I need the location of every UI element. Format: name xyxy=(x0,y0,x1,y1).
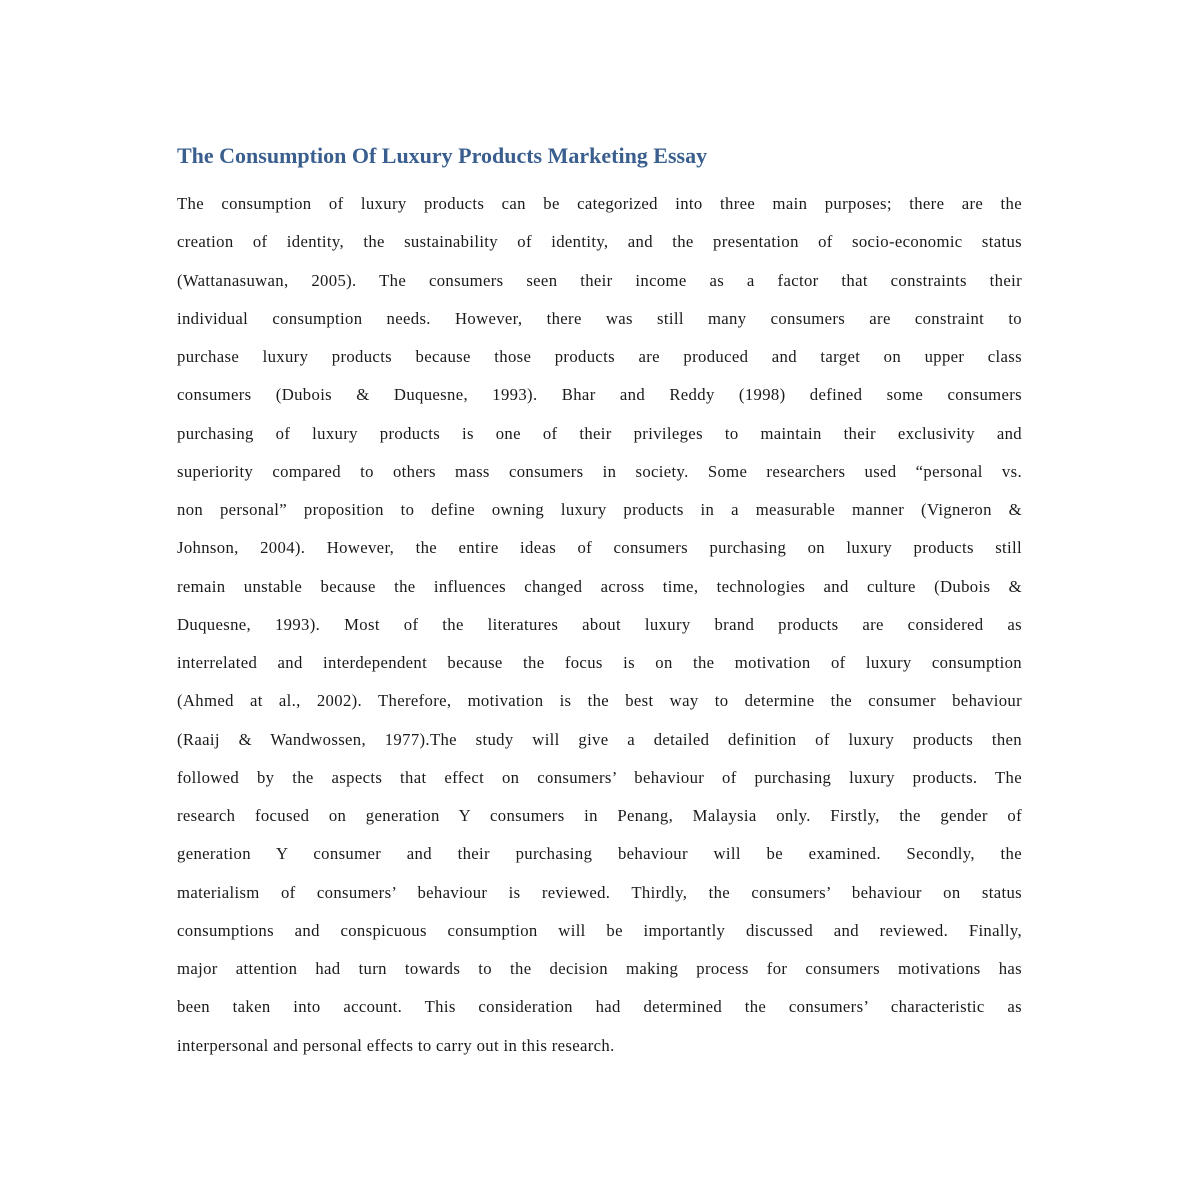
paragraph-line: consumptions and conspicuous consumption will be importantly discussed and reviewed. Finally, xyxy=(177,920,1022,940)
paragraph-line: Duquesne, 1993). Most of the literatures about luxury brand products are considered as xyxy=(177,614,1022,634)
paragraph-line: materialism of consumers’ behaviour is reviewed. Thirdly, the consumers’ behaviour on status xyxy=(177,882,1022,902)
paragraph-line: non personal” proposition to define owning luxury products in a measurable manner (Vigneron & xyxy=(177,500,1022,519)
paragraph-line: (Raaij & Wandwossen, 1977).The study will give a detailed definition of luxury products then xyxy=(177,729,1022,749)
paragraph-line: major attention had turn towards to the decision making process for consumers motivations has xyxy=(177,959,1022,978)
paragraph-line: remain unstable because the influences changed across time, technologies and culture (Dubois & xyxy=(177,576,1022,596)
paragraph-line: Johnson, 2004). However, the entire ideas of consumers purchasing on luxury products still xyxy=(177,538,1022,558)
paragraph-line: generation Y consumer and their purchasing behaviour will be examined. Secondly, the xyxy=(177,844,1022,864)
paragraph-line: (Ahmed at al., 2002). Therefore, motivation is the best way to determine the consumer behaviour xyxy=(177,691,1022,711)
paragraph-line: individual consumption needs. However, there was still many consumers are constraint to xyxy=(177,308,1022,328)
paragraph-line: interpersonal and personal effects to carry out in this research. xyxy=(177,1035,615,1055)
paragraph-line: consumers (Dubois & Duquesne, 1993). Bhar and Reddy (1998) defined some consumers xyxy=(177,385,1022,405)
paragraph-line: superiority compared to others mass consumers in society. Some researchers used “personal vs. xyxy=(177,461,1022,481)
paragraph-line: purchasing of luxury products is one of their privileges to maintain their exclusivity and xyxy=(177,423,1022,443)
paragraph-line: creation of identity, the sustainability of identity, and the presentation of socio-economic status xyxy=(177,232,1022,252)
document-title: The Consumption Of Luxury Products Marketing Essay xyxy=(177,143,708,168)
paragraph-line: followed by the aspects that effect on consumers’ behaviour of purchasing luxury products. The xyxy=(177,767,1022,787)
body-paragraph xyxy=(177,185,1022,1065)
paragraph-line: been taken into account. This consideration had determined the consumers’ characteristic as xyxy=(177,997,1022,1017)
paragraph-line: interrelated and interdependent because the focus is on the motivation of luxury consumption xyxy=(177,653,1022,672)
paragraph-line: (Wattanasuwan, 2005). The consumers seen their income as a factor that constraints their xyxy=(177,270,1022,290)
paragraph-line: research focused on generation Y consumers in Penang, Malaysia only. Firstly, the gender of xyxy=(177,806,1022,825)
paragraph-line: The consumption of luxury products can be categorized into three main purposes; there are the xyxy=(177,194,1022,213)
paragraph-line: purchase luxury products because those products are produced and target on upper class xyxy=(177,347,1022,366)
